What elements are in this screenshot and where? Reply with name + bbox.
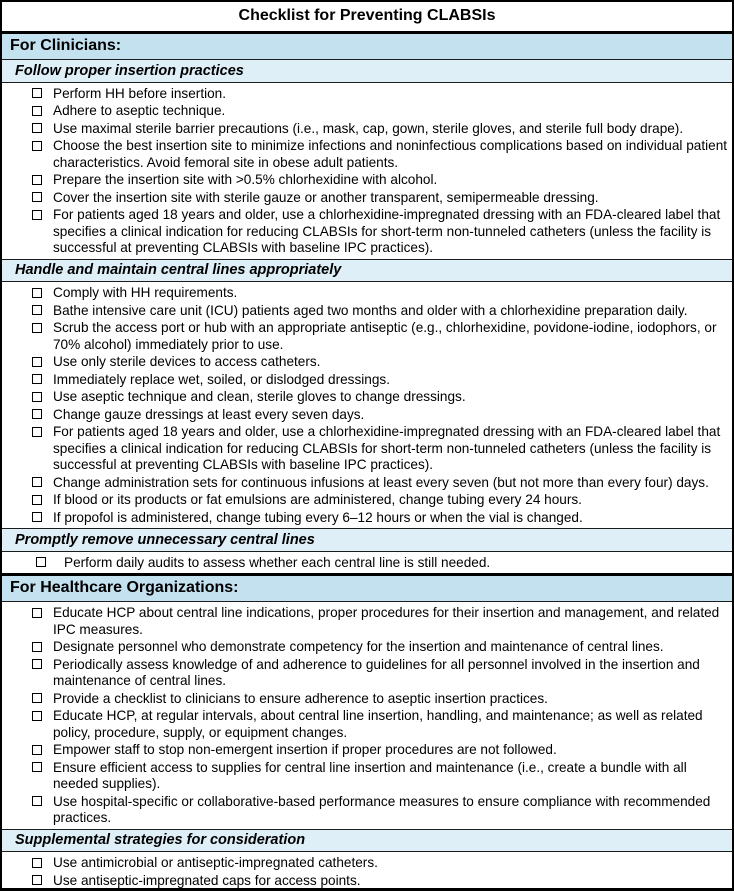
checkbox-icon[interactable] xyxy=(32,88,42,98)
checkbox-icon[interactable] xyxy=(32,427,42,437)
checklist-item xyxy=(2,302,732,320)
checklist-item xyxy=(2,284,732,302)
checklist-item xyxy=(2,491,732,509)
checklist-item-text: Educate HCP, at regular intervals, about central line insertion, handling, and maintenance; as well as related policy, procedure, supply, or equipment changes. xyxy=(53,708,703,740)
checklist-item-text: Ensure efficient access to supplies for central line insertion and maintenance (i.e., create a bundle with all needed supplies). xyxy=(53,759,687,791)
checklist-item-text: Prepare the insertion site with >0.5% chlorhexidine with alcohol. xyxy=(53,172,438,187)
checklist-item xyxy=(2,353,732,371)
checklist-item xyxy=(2,189,732,207)
checklist-items-group xyxy=(2,602,732,830)
checkbox-icon[interactable] xyxy=(32,409,42,419)
checkbox-icon[interactable] xyxy=(32,495,42,505)
section-heading: For Clinicians: xyxy=(2,34,732,60)
checkbox-icon[interactable] xyxy=(32,305,42,315)
checklist-item xyxy=(2,793,732,827)
checklist-item xyxy=(2,690,732,708)
checkbox-icon[interactable] xyxy=(32,141,42,151)
checklist-item xyxy=(2,638,732,656)
checkbox-icon[interactable] xyxy=(32,711,42,721)
checkbox-icon[interactable] xyxy=(32,123,42,133)
checkbox-icon[interactable] xyxy=(32,796,42,806)
checklist-item-text: For patients aged 18 years and older, use a chlorhexidine-impregnated dressing with an FDA-cleared label that specifies a clinical indication for reducing CLABSIs for short-term non-tunneled catheters (unless the facility is successful at preventing CLABSIs with baseline IPC practices). xyxy=(53,424,721,472)
checklist-item-text: Perform daily audits to assess whether each central line is still needed. xyxy=(64,554,491,570)
checklist-item-text: Periodically assess knowledge of and adherence to guidelines for all personnel involved in the insertion and maintenance of central lines. xyxy=(53,656,700,688)
section-for-clinicians xyxy=(2,34,732,576)
subsection-heading: Follow proper insertion practices xyxy=(2,60,732,83)
checkbox-icon[interactable] xyxy=(32,659,42,669)
checklist-item xyxy=(2,171,732,189)
checklist-item-text: Use antiseptic-impregnated caps for access points. xyxy=(53,872,361,888)
checklist-item-text: If propofol is administered, change tubing every 6–12 hours or when the vial is changed. xyxy=(53,509,583,525)
checklist-item-text: Perform HH before insertion. xyxy=(53,85,227,101)
checklist-item-text: Use only sterile devices to access catheters. xyxy=(53,354,321,369)
checklist-item-text: Empower staff to stop non-emergent insertion if proper procedures are not followed. xyxy=(53,742,557,757)
checklist-item-text: Comply with HH requirements. xyxy=(53,285,238,300)
checklist-item xyxy=(2,102,732,120)
checklist-item-text: Scrub the access port or hub with an appropriate antiseptic (e.g., chlorhexidine, povidone-iodine, iodophors, or 70% alcohol) immediately prior to use. xyxy=(53,320,717,352)
checklist-item-text: Bathe intensive care unit (ICU) patients aged two months and older with a chlorhexidine preparation daily. xyxy=(53,302,688,318)
checkbox-icon[interactable] xyxy=(32,192,42,202)
checklist-item xyxy=(2,872,732,890)
subsection-heading: Promptly remove unnecessary central lines xyxy=(2,529,732,552)
checkbox-icon[interactable] xyxy=(32,106,42,116)
checklist-item-text: Use hospital-specific or collaborative-based performance measures to ensure compliance with recommended practices. xyxy=(53,793,711,825)
checklist-item xyxy=(2,707,732,741)
checklist-item xyxy=(2,741,732,759)
checklist-item-text: For patients aged 18 years and older, use a chlorhexidine-impregnated dressing with an FDA-cleared label that specifies a clinical indication for reducing CLABSIs for short-term non-tunneled catheters (unless the facility is successful at preventing CLABSIs with baseline IPC practices). xyxy=(53,207,721,255)
checklist-item xyxy=(2,656,732,690)
section-heading: For Healthcare Organizations: xyxy=(2,576,732,602)
checklist-item-text: Provide a checklist to clinicians to ensure adherence to aseptic insertion practices. xyxy=(53,690,548,706)
checklist-item-text: Educate HCP about central line indications, proper procedures for their insertion and management, and related IPC measures. xyxy=(53,605,720,637)
checkbox-icon[interactable] xyxy=(32,642,42,652)
checklist-item xyxy=(2,137,732,171)
section-for-healthcare-organizations xyxy=(2,576,732,891)
checklist-item xyxy=(2,854,732,872)
checklist-item xyxy=(2,509,732,527)
checklist-item xyxy=(2,554,732,572)
checklist-item xyxy=(2,604,732,638)
checklist-item xyxy=(2,85,732,103)
checklist-item-text: Use maximal sterile barrier precautions (i.e., mask, cap, gown, sterile gloves, and sterile full body drape). xyxy=(53,120,684,136)
checkbox-icon[interactable] xyxy=(32,512,42,522)
checklist-item-text: Cover the insertion site with sterile gauze or another transparent, semipermeable dressing. xyxy=(53,189,599,205)
checkbox-icon[interactable] xyxy=(32,875,42,885)
checkbox-icon[interactable] xyxy=(32,392,42,402)
checklist-items-group xyxy=(2,852,732,891)
checkbox-icon[interactable] xyxy=(32,745,42,755)
checkbox-icon[interactable] xyxy=(32,762,42,772)
checklist-items-group xyxy=(2,282,732,529)
checkbox-icon[interactable] xyxy=(32,374,42,384)
checklist-item-text: Use antimicrobial or antiseptic-impregnated catheters. xyxy=(53,855,378,870)
sections-container xyxy=(2,34,732,891)
checklist-item xyxy=(2,120,732,138)
document-title: Checklist for Preventing CLABSIs xyxy=(2,2,732,34)
checklist-item-text: Choose the best insertion site to minimize infections and noninfectious complications based on individual patient characteristics. Avoid femoral site in obese adult patients. xyxy=(53,138,728,170)
checklist-item-text: Change gauze dressings at least every seven days. xyxy=(53,406,365,422)
checklist-item xyxy=(2,759,732,793)
checklist-item xyxy=(2,371,732,389)
checklist-item-text: If blood or its products or fat emulsions are administered, change tubing every 24 hours. xyxy=(53,492,582,507)
checklist-item-text: Designate personnel who demonstrate competency for the insertion and maintenance of central lines. xyxy=(53,639,664,654)
subsection-heading: Handle and maintain central lines appropriately xyxy=(2,260,732,283)
checkbox-icon[interactable] xyxy=(32,175,42,185)
checklist-item-text: Use aseptic technique and clean, sterile gloves to change dressings. xyxy=(53,389,466,404)
checkbox-icon[interactable] xyxy=(32,210,42,220)
checklist-items-group xyxy=(2,552,732,574)
checklist-item xyxy=(2,388,732,406)
checkbox-icon[interactable] xyxy=(36,557,46,567)
checkbox-icon[interactable] xyxy=(32,608,42,618)
checklist-items-group xyxy=(2,83,732,260)
checkbox-icon[interactable] xyxy=(32,357,42,367)
checkbox-icon[interactable] xyxy=(32,323,42,333)
checklist-item-text: Immediately replace wet, soiled, or dislodged dressings. xyxy=(53,371,390,387)
checkbox-icon[interactable] xyxy=(32,288,42,298)
checkbox-icon[interactable] xyxy=(32,858,42,868)
checklist-item-text: Change administration sets for continuous infusions at least every seven (but not more than every four) days. xyxy=(53,474,709,490)
checklist-item xyxy=(2,206,732,257)
checkbox-icon[interactable] xyxy=(32,477,42,487)
subsection-heading: Supplemental strategies for consideration xyxy=(2,830,732,853)
checkbox-icon[interactable] xyxy=(32,693,42,703)
checklist-item xyxy=(2,406,732,424)
checklist-item-text: Adhere to aseptic technique. xyxy=(53,103,226,118)
checklist-item xyxy=(2,474,732,492)
checklist-item xyxy=(2,319,732,353)
checklist-item xyxy=(2,423,732,474)
